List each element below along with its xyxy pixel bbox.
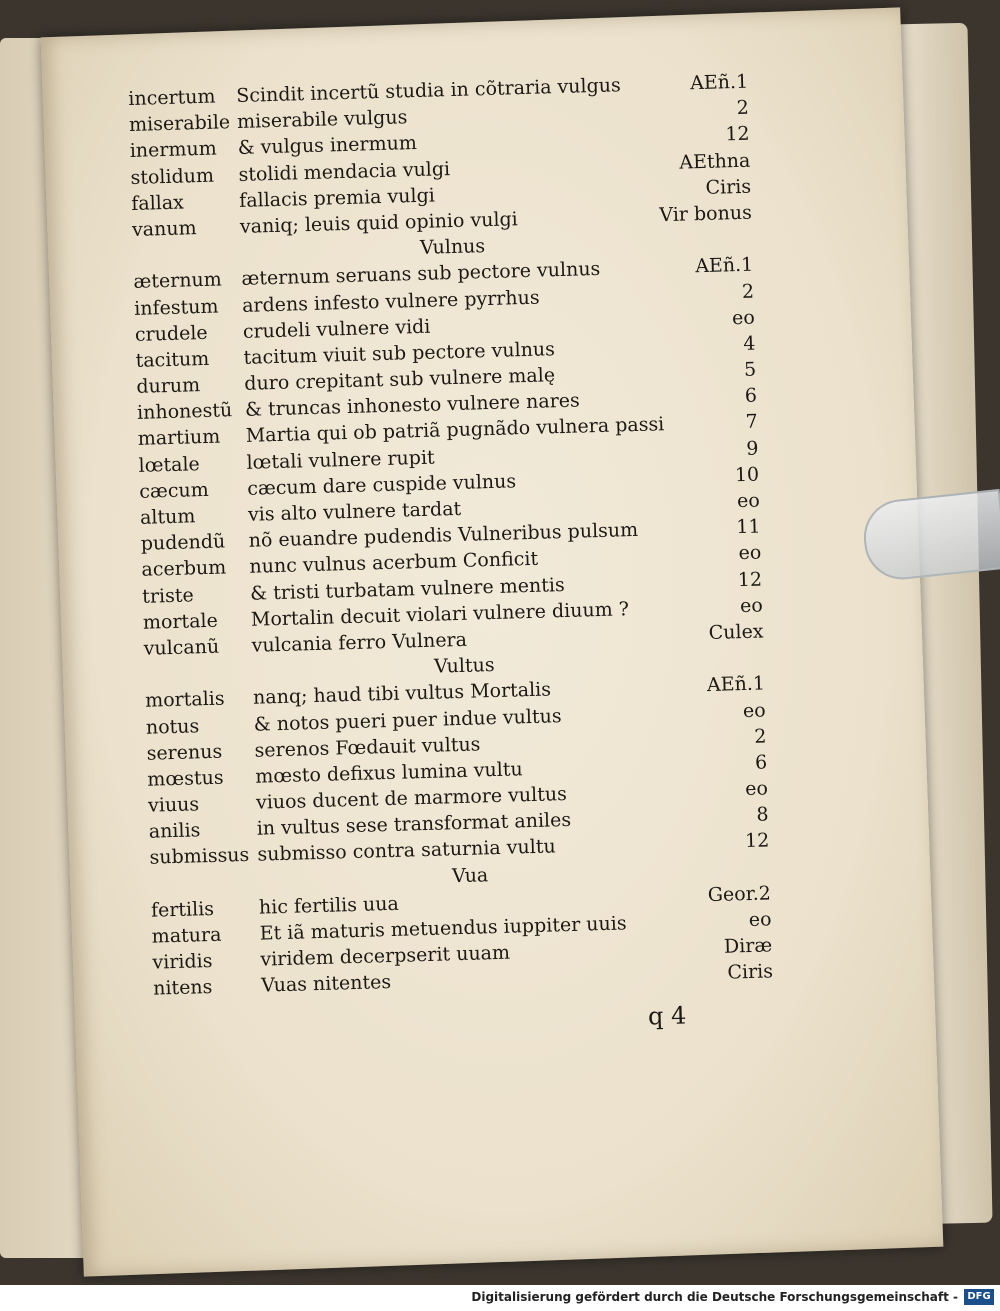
footer-text: Digitalisierung gefördert durch die Deutsche Forschungsgemeinschaft - <box>471 1290 958 1304</box>
entry-reference: 6 <box>754 751 768 774</box>
entry-reference: eo <box>736 489 761 513</box>
dfg-logo: DFG <box>964 1289 994 1305</box>
entry-keyword: anilis <box>148 819 201 843</box>
entry-verse: Scindit incertũ studia in cõtraria vulgus <box>236 74 621 107</box>
entry-reference: eo <box>742 698 766 722</box>
entry-keyword: æternum <box>133 268 223 294</box>
heading-vua: Vua <box>451 863 489 887</box>
entry-verse: serenos Fœdauit vultus <box>254 733 481 762</box>
entry-keyword: nitens <box>152 976 213 1001</box>
entry-verse: Et iã maturis metuendus iuppiter uuis <box>259 912 627 945</box>
entry-keyword: viridis <box>152 950 213 974</box>
entry-verse: fallacis premia vulgi <box>238 184 436 212</box>
entry-verse: crudeli vulnere vidi <box>242 315 431 343</box>
entry-reference: Ciris <box>727 960 774 984</box>
entry-verse: nunc vulnus acerbum Conficit <box>249 548 539 579</box>
section-vua <box>151 880 774 1002</box>
entry-reference: 2 <box>741 280 755 303</box>
entry-verse: & tristi turbatam vulnere mentis <box>249 573 565 605</box>
entry-verse: miserabile vulgus <box>236 106 408 134</box>
entry-keyword: stolidum <box>130 164 215 189</box>
entry-keyword: triste <box>141 583 194 608</box>
entry-reference: 6 <box>744 384 758 408</box>
entry-keyword: submissus <box>149 844 250 870</box>
entry-reference: Geor.2 <box>707 882 772 906</box>
entry-reference: AEñ.1 <box>706 672 766 697</box>
entry-keyword: mœstus <box>147 766 224 791</box>
entry-reference: 12 <box>737 568 763 591</box>
entry-keyword: inhonestũ <box>136 399 233 425</box>
entry-verse: nanq; haud tibi vultus Mortalis <box>252 678 552 710</box>
entry-reference: 5 <box>743 358 757 381</box>
entry-keyword: vanum <box>131 217 197 241</box>
entry-reference: 11 <box>736 515 761 539</box>
entry-reference: AEñ.1 <box>694 253 754 278</box>
entry-keyword: infestum <box>133 295 219 320</box>
entry-verse: Mortalin decuit violari vulnere diuum ? <box>250 597 630 631</box>
entry-keyword: altum <box>139 505 196 529</box>
text-block <box>128 69 773 1003</box>
entry-verse: stolidi mendacia vulgi <box>238 157 451 186</box>
entry-keyword: tacitum <box>135 347 210 372</box>
heading-vulnus: Vulnus <box>419 235 486 260</box>
entry-keyword: lœtale <box>138 452 201 477</box>
entry-keyword: matura <box>151 923 222 948</box>
signature-mark: q 4 <box>647 1001 687 1031</box>
entry-verse: vaniq; leuis quid opinio vulgi <box>239 208 519 238</box>
entry-verse: vulcania ferro Vulnera <box>251 628 468 657</box>
heading-vultus: Vultus <box>433 654 495 678</box>
entry-verse: ardens infesto vulnere pyrrhus <box>241 286 540 317</box>
entry-reference: 10 <box>734 463 760 487</box>
entry-verse: Vuas nitentes <box>260 971 392 998</box>
entry-keyword: durum <box>136 374 201 398</box>
entry-keyword: cæcum <box>139 478 210 503</box>
entry-reference: Vir bonus <box>659 201 753 227</box>
entry-reference: 7 <box>745 410 758 434</box>
entry-verse: nõ euandre pudendis Vulneribus pulsum <box>248 519 639 552</box>
entry-reference: 12 <box>744 829 770 853</box>
entry-keyword: fallax <box>130 191 185 215</box>
entry-reference: 12 <box>725 123 750 146</box>
entry-keyword: martium <box>137 426 221 451</box>
entry-verse: lœtali vulnere rupit <box>246 446 435 474</box>
entry-verse: & truncas inhonesto vulnere nares <box>244 389 581 422</box>
entry-reference: 2 <box>736 96 750 120</box>
entry-keyword: inermum <box>129 137 218 163</box>
entry-reference: 4 <box>743 332 756 355</box>
entry-verse: duro crepitant sub vulnere malę <box>244 364 556 395</box>
entry-reference: 8 <box>756 803 769 826</box>
entry-reference: eo <box>744 777 769 801</box>
section-vultus <box>145 671 770 872</box>
entry-verse: hic fertilis uua <box>258 892 400 919</box>
entry-keyword: pudendũ <box>140 530 226 556</box>
entry-verse: in vultus sese transformat aniles <box>256 809 572 840</box>
entry-verse: cæcum dare cuspide vulnus <box>246 470 517 500</box>
footer-bar <box>0 1285 1000 1311</box>
entry-verse: & vulgus inermum <box>237 132 418 160</box>
entry-keyword: acerbum <box>141 556 227 582</box>
entry-keyword: mortalis <box>144 687 225 713</box>
entry-verse: submisso contra saturnia vultu <box>257 835 556 867</box>
entry-keyword: mortale <box>142 609 219 634</box>
entry-reference: AEñ.1 <box>689 70 749 95</box>
entry-reference: 2 <box>754 725 767 748</box>
entry-reference: Culex <box>708 620 764 644</box>
entry-verse: viridem decerpserit uuam <box>260 941 511 971</box>
entry-keyword: serenus <box>146 740 223 765</box>
section-vulnus <box>133 252 764 662</box>
entry-verse: æternum seruans sub pectore vulnus <box>241 258 601 291</box>
entry-keyword: viuus <box>147 793 200 817</box>
entry-reference: Diræ <box>723 934 773 958</box>
entry-reference: AEthna <box>679 149 751 174</box>
entry-reference: Ciris <box>705 175 752 199</box>
entry-keyword: crudele <box>134 321 208 346</box>
section-vulgus <box>128 69 752 243</box>
entry-reference: 9 <box>745 437 759 460</box>
entry-verse: Martia qui ob patriã pugnãdo vulnera passi <box>245 413 665 448</box>
entry-reference: eo <box>738 541 762 565</box>
entry-verse: viuos ducent de marmore vultus <box>255 783 568 814</box>
entry-verse: mœsto defixus lumina vultu <box>255 758 523 788</box>
entry-keyword: incertum <box>128 85 216 110</box>
entry-keyword: fertilis <box>150 897 215 922</box>
entry-verse: & notos pueri puer indue vultus <box>253 704 562 736</box>
entry-reference: eo <box>739 594 764 617</box>
entry-verse: vis alto vulnere tardat <box>247 497 462 526</box>
entry-verse: tacitum viuit sub pectore vulnus <box>243 338 556 369</box>
entry-reference: eo <box>748 908 772 931</box>
entry-keyword: notus <box>145 714 200 739</box>
entry-reference: eo <box>731 306 756 329</box>
entry-keyword: vulcanũ <box>143 635 220 660</box>
entry-keyword: miserabile <box>128 111 231 137</box>
